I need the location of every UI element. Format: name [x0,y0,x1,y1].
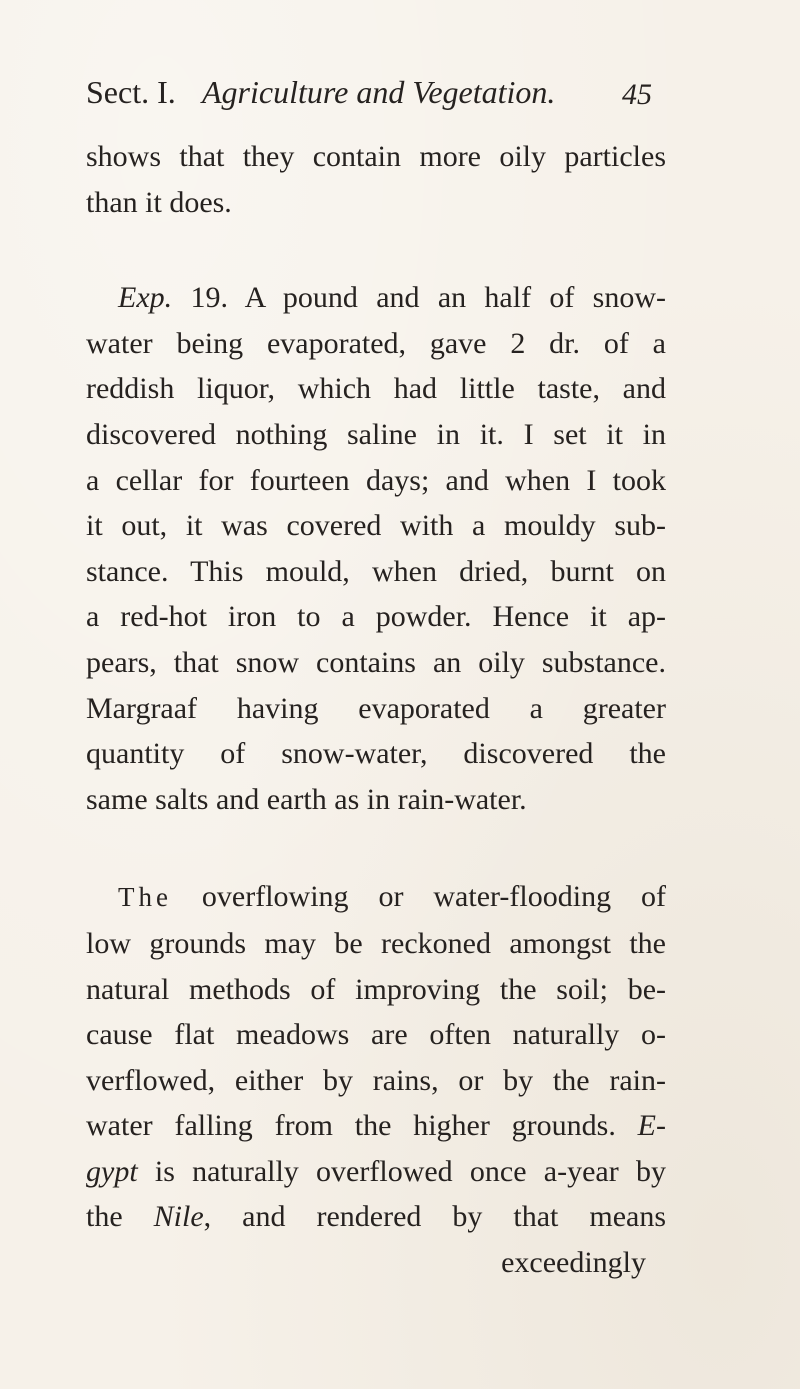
text-line [86,1194,666,1240]
paragraph-1 [86,134,666,225]
text-line: reddish liquor, which had little taste, and [86,372,666,406]
text-line: shows that they contain more oily particles [86,140,666,173]
text-line: natural methods of improving the soil; be- [86,972,666,1006]
text-line [86,1149,666,1195]
paragraph-gap [86,225,666,275]
text-line [86,1103,666,1149]
page-number: 45 [622,78,652,111]
text-line: than it does. [86,185,232,219]
italic-word: E- [637,1109,666,1143]
running-title: Agriculture and Vegetation. [202,74,556,110]
line-text: , and rendered by that means [203,1200,666,1234]
line-text: water falling from the higher grounds. [86,1109,638,1143]
text-line: discovered nothing saline in it. I set it in [86,417,666,451]
line-text: the [86,1200,154,1234]
text-line: verflowed, either by rains, or by the rain- [86,1063,666,1097]
body-text [86,134,666,1286]
text-line: pears, that snow contains an oily substance. [86,645,666,679]
text-line [86,275,666,321]
line-text: is naturally overflowed once a-year by [137,1154,666,1188]
text-line: stance. This mould, when dried, burnt on [86,554,666,588]
italic-word: Nile [153,1200,204,1234]
text-line: Margraaf having evaporated a greater [86,691,666,725]
text-line: water being evaporated, gave 2 dr. of a [86,326,666,360]
catchword: exceedingly [501,1246,646,1280]
text-line [86,874,666,921]
experiment-label: Exp. [118,281,173,315]
paragraph-2 [86,275,666,822]
text-line: a red-hot iron to a powder. Hence it ap- [86,600,666,634]
small-caps-word: The [118,882,172,913]
line-text: overflowing or water-flooding of [171,880,666,914]
running-header [86,74,666,122]
text-line: a cellar for fourteen days; and when I took [86,463,666,497]
paragraph-gap [86,822,666,874]
text-line: quantity of snow-water, discovered the [86,737,666,771]
section-label: Sect. I. [86,74,176,110]
text-line: it out, it was covered with a mouldy sub- [86,509,666,543]
text-line: same salts and earth as in rain-water. [86,782,527,816]
line-text: 19. A pound and an half of snow- [172,281,666,315]
text-line: low grounds may be reckoned amongst the [86,926,666,960]
italic-word: gypt [86,1154,138,1188]
text-line: cause flat meadows are often naturally o- [86,1018,666,1052]
paragraph-3 [86,874,666,1285]
